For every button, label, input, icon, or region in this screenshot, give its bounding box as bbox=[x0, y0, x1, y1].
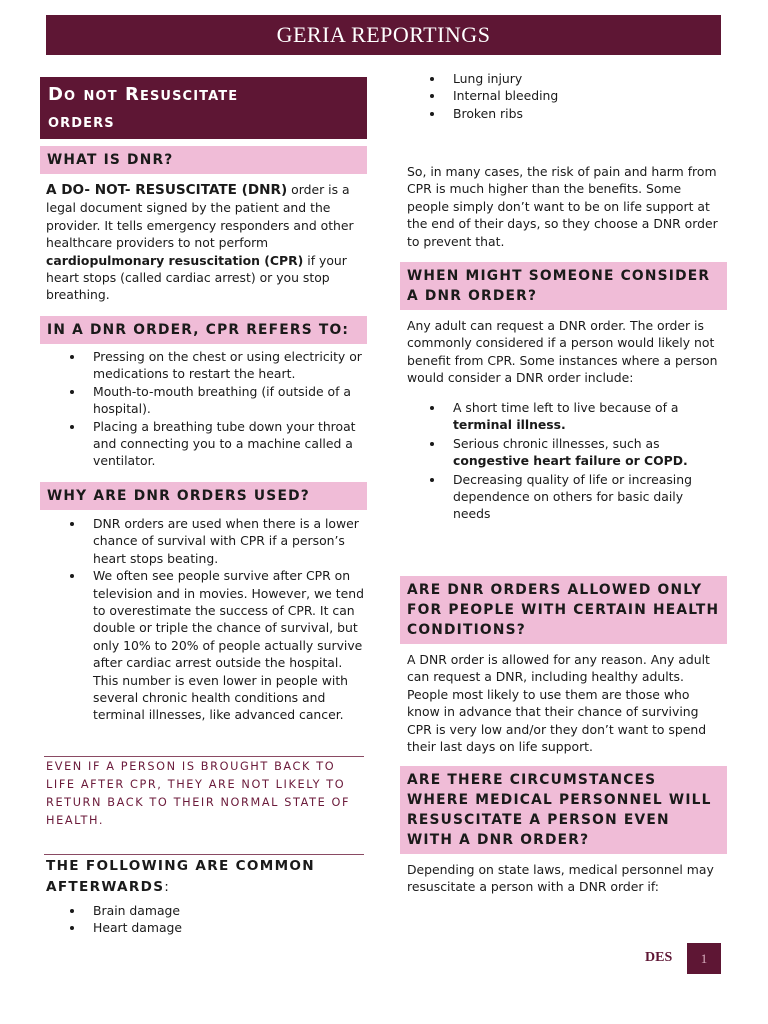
why-used-list bbox=[40, 515, 364, 724]
when-consider-paragraph: Any adult can request a DNR order. The order is commonly considered if a person would likely not benefit from CPR. Some instances where a person would consider a DNR order include: bbox=[407, 318, 718, 386]
what-is-dnr-body2: if your heart stops (called cardiac arrest) or you stop breathing. bbox=[46, 252, 347, 303]
list-item: Brain damage bbox=[40, 902, 364, 919]
list-item: Broken ribs bbox=[400, 105, 724, 122]
heading-why-used: WHY ARE DNR ORDERS USED? bbox=[40, 482, 367, 510]
what-is-dnr-lead: A DO- NOT- RESUSCITATE (DNR) bbox=[46, 182, 288, 198]
list-item: Pressing on the chest or using electricity or medications to restart the heart. bbox=[40, 348, 364, 383]
list-item: Placing a breathing tube down your throat and connecting you to a machine called a ventilator. bbox=[40, 418, 364, 470]
common-heading-colon: : bbox=[164, 879, 171, 895]
allowed-paragraph: A DNR order is allowed for any reason. Any adult can request a DNR, including healthy adults. People most likely to use them are those who know in advance that their chance of surviving CPR is very low and/or they don’t want to spend their last days on life support. bbox=[407, 652, 710, 755]
document-title-line1: Do not Resuscitate bbox=[48, 84, 239, 105]
heading-cpr-refers: IN A DNR ORDER, CPR REFERS TO: bbox=[40, 316, 367, 344]
heading-common-afterwards bbox=[46, 856, 364, 898]
summary-paragraph: So, in many cases, the risk of pain and harm from CPR is much higher than the benefits. Some people simply don’t want to be on life support at the end of their days, so they choose a DNR order to prevent that. bbox=[407, 164, 718, 249]
list-item: Decreasing quality of life or increasing dependence on others for basic daily needs bbox=[400, 471, 724, 523]
circumstances-paragraph: Depending on state laws, medical personnel may resuscitate a person with a DNR order if: bbox=[407, 862, 714, 895]
document-title bbox=[40, 77, 367, 139]
heading-what-is-dnr: WHAT IS DNR? bbox=[40, 146, 367, 174]
list-item bbox=[400, 435, 724, 470]
what-is-dnr-bold: cardiopulmonary resuscitation (CPR) bbox=[46, 252, 304, 268]
list-item-text: A short time left to live because of a bbox=[453, 400, 679, 415]
list-item-bold: congestive heart failure or COPD. bbox=[453, 453, 688, 469]
footer-label: DES bbox=[645, 950, 673, 965]
common-divider bbox=[44, 854, 364, 855]
list-item: DNR orders are used when there is a lower chance of survival with CPR if a person’s heart stops beating. bbox=[40, 515, 364, 567]
when-consider-list bbox=[400, 399, 724, 523]
what-is-dnr-body1: order is a legal document signed by the patient and the provider. It tells emergency responders and other healthcare providers to not perform bbox=[46, 182, 354, 251]
list-item-text: Serious chronic illnesses, such as bbox=[453, 435, 660, 451]
page-number: 1 bbox=[687, 943, 721, 974]
heading-allowed-only: ARE DNR ORDERS ALLOWED ONLY FOR PEOPLE WITH CERTAIN HEALTH CONDITIONS? bbox=[400, 576, 727, 644]
list-item: Mouth-to-mouth breathing (if outside of a hospital). bbox=[40, 383, 364, 418]
heading-when-consider: WHEN MIGHT SOMEONE CONSIDER A DNR ORDER? bbox=[400, 262, 727, 310]
list-item: Internal bleeding bbox=[400, 87, 724, 104]
list-item: Lung injury bbox=[400, 70, 724, 87]
heading-circumstances: ARE THERE CIRCUMSTANCES WHERE MEDICAL PERSONNEL WILL RESUSCITATE A PERSON EVEN WITH A DNR ORDER? bbox=[400, 766, 727, 854]
page-header-banner: GERIA REPORTINGS bbox=[46, 15, 721, 55]
list-item-bold: terminal illness. bbox=[453, 417, 566, 433]
list-item: We often see people survive after CPR on television and in movies. However, we tend to overestimate the success of CPR. It can double or triple the chance of survival, but only 10% to 20% of people actually survive after cardiac arrest outside the hospital. This number is even lower in people with several chronic health conditions and terminal illnesses, like advanced cancer. bbox=[40, 567, 364, 724]
pull-quote: EVEN IF A PERSON IS BROUGHT BACK TO LIFE AFTER CPR, THEY ARE NOT LIKELY TO RETURN BACK TO THEIR NORMAL STATE OF HEALTH. bbox=[46, 760, 351, 827]
list-item bbox=[400, 399, 724, 434]
common-list bbox=[40, 902, 364, 937]
list-item: Heart damage bbox=[40, 919, 364, 936]
continued-list bbox=[400, 70, 724, 122]
cpr-refers-list bbox=[40, 348, 364, 470]
what-is-dnr-paragraph bbox=[46, 181, 364, 304]
document-title-line2: orders bbox=[48, 111, 115, 132]
common-heading-afterwards: AFTERWARDS bbox=[46, 879, 165, 895]
quote-divider bbox=[44, 756, 364, 757]
common-heading-line2 bbox=[46, 877, 364, 898]
common-heading-line1: THE FOLLOWING ARE COMMON bbox=[46, 858, 315, 874]
